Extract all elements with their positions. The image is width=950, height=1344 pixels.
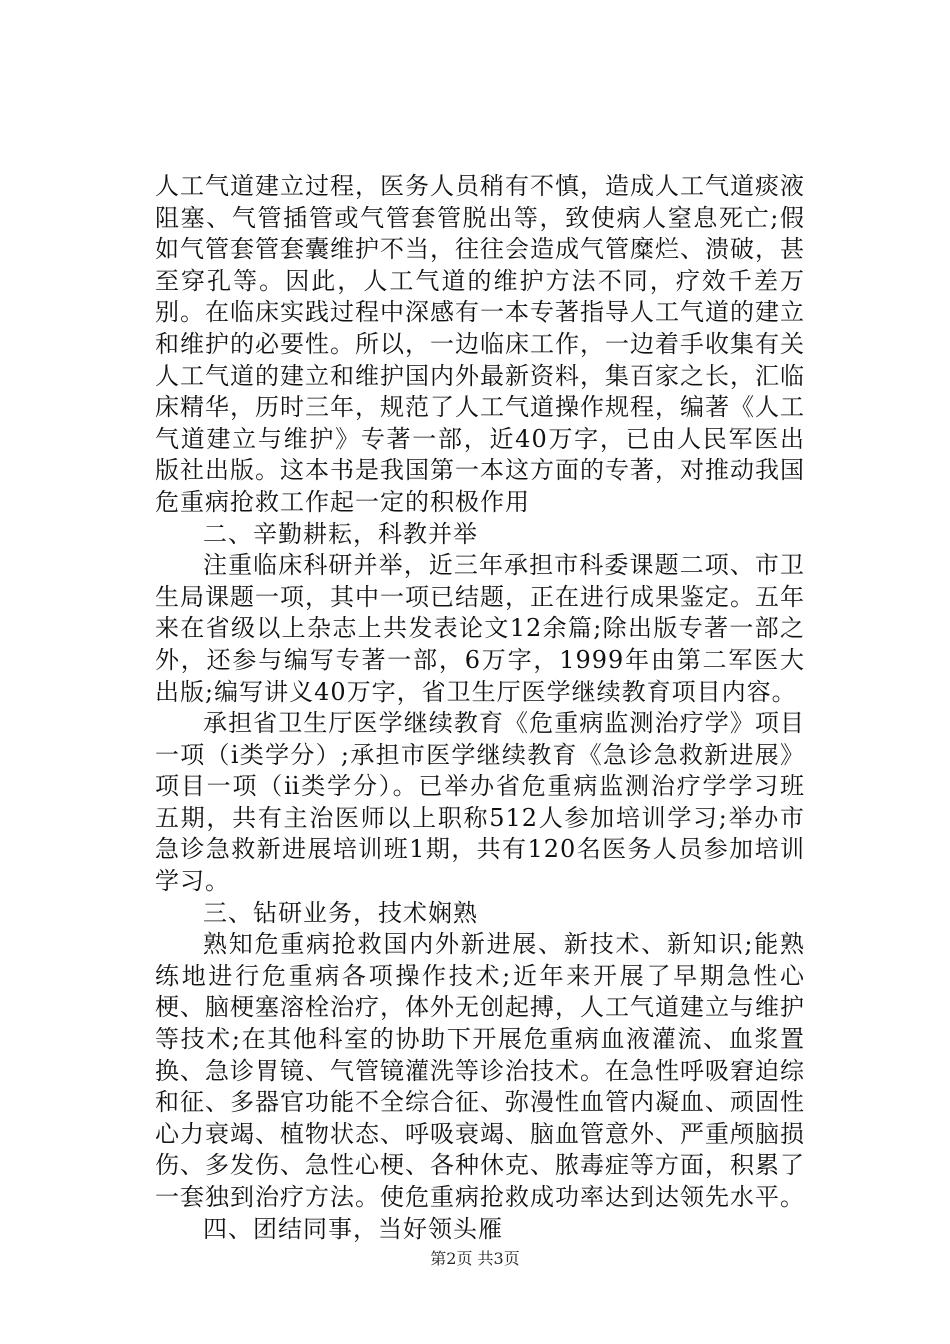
paragraph-research: 注重临床科研并举，近三年承担市科委课题二项、市卫生局课题一项，其中一项已结题，正在进行成果鉴定。五年来在省级以上杂志上共发表论文12余篇;除出版专著一部之外，还参与编写专著一部，6万字，1999年由第二军医大出版;编写讲义40万字，省卫生厅医学继续教育项目内容。 xyxy=(155,551,805,706)
paragraph-continued: 人工气道建立过程，医务人员稍有不慎，造成人工气道痰液阻塞、气管插管或气管套管脱出等，致使病人窒息死亡;假如气管套管套囊维护不当，往往会造成气管糜烂、溃破，甚至穿孔等。因此，人工气道的维护方法不同，疗效千差万别。在临床实践过程中深感有一本专著指导人工气道的建立和维护的必要性。所以，一边临床工作，一边着手收集有关人工气道的建立和维护国内外最新资料，集百家之长，汇临床精华，历时三年，规范了人工气道操作规程，编著《人工气道建立与维护》专著一部，近40万字，已由人民军医出版社出版。这本书是我国第一本这方面的专著，对推动我国危重病抢救工作起一定的积极作用 xyxy=(155,172,805,516)
section-heading-4: 四、团结同事，当好领头雁 xyxy=(203,1214,503,1243)
paragraph-education: 承担省卫生厅医学继续教育《危重病监测治疗学》项目一项（ⅰ类学分）;承担市医学继续教育《急诊急救新进展》项目一项（ⅱ类学分）。已举办省危重病监测治疗学学习班五期，共有主治医师以上职称512人参加培训学习;举办市急诊急救新进展培训班1期，共有120名医务人员参加培训学习。 xyxy=(155,709,805,896)
paragraph-techniques: 熟知危重病抢救国内外新进展、新技术、新知识;能熟练地进行危重病各项操作技术;近年来开展了早期急性心梗、脑梗塞溶栓治疗，体外无创起搏，人工气道建立与维护等技术;在其他科室的协助下开展危重病血液灌流、血浆置换、急诊胃镜、气管镜灌洗等诊治技术。在急性呼吸窘迫综和征、多器官功能不全综合征、弥漫性血管内凝血、顽固性心力衰竭、植物状态、呼吸衰竭、脑血管意外、严重颅脑损伤、多发伤、急性心梗、各种休克、脓毒症等方面，积累了一套独到治疗方法。使危重病抢救成功率达到达领先水平。 xyxy=(155,930,805,1211)
section-heading-2: 二、辛勤耕耘，科教并举 xyxy=(203,519,478,548)
document-body xyxy=(155,171,805,1245)
page-number-footer: 第2页 共3页 xyxy=(430,1249,520,1268)
section-heading-3: 三、钻研业务，技术娴熟 xyxy=(203,898,478,927)
